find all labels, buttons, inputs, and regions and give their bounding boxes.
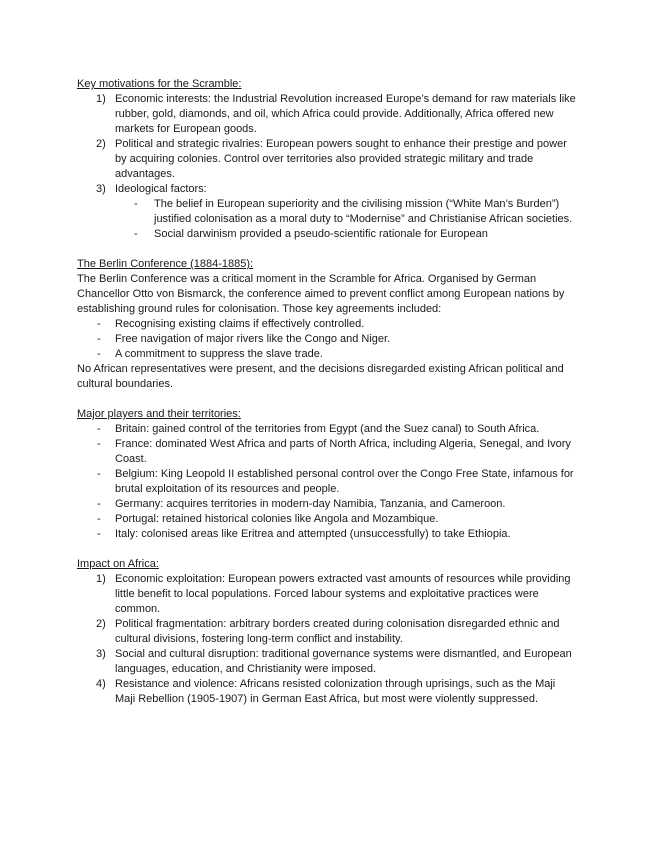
- list-number: 3): [96, 183, 106, 195]
- section-gap: [77, 242, 577, 257]
- berlin-outro: No African representatives were present, and the decisions disregarded existing African political and cultural boundaries.: [77, 363, 564, 390]
- list-item-text: Portugal: retained historical colonies like Angola and Mozambique.: [115, 513, 439, 525]
- document-page: [77, 77, 577, 707]
- dash-bullet: -: [97, 498, 101, 510]
- list-item: [77, 527, 577, 542]
- list-item-text: Free navigation of major rivers like the Congo and Niger.: [115, 333, 391, 345]
- list-item-text: Resistance and violence: Africans resisted colonization through uprisings, such as the Maji Maji Rebellion (1905-1907) in German East Africa, but most were violently suppressed.: [115, 678, 556, 705]
- list-item-text: France: dominated West Africa and parts of North Africa, including Algeria, Senegal, and Ivory Coast.: [115, 438, 571, 465]
- list-item-text: Ideological factors:: [115, 183, 207, 195]
- dash-bullet: -: [134, 228, 138, 240]
- dash-bullet: -: [97, 513, 101, 525]
- motivations-heading: Key motivations for the Scramble:: [77, 78, 242, 90]
- sub-list-item-text: The belief in European superiority and the civilising mission (“White Man’s Burden”) justified colonisation as a moral duty to “Modernise” and Christianise African societies.: [154, 198, 573, 225]
- list-item: [77, 422, 577, 437]
- players-heading: Major players and their territories:: [77, 408, 241, 420]
- list-number: 1): [96, 93, 106, 105]
- players-section: [77, 407, 577, 542]
- sub-list-item-text: Social darwinism provided a pseudo-scientific rationale for European: [154, 228, 488, 240]
- list-number: 2): [96, 618, 106, 630]
- list-item-text: Belgium: King Leopold II established personal control over the Congo Free State, infamous for brutal exploitation of its resources and people.: [115, 468, 574, 495]
- list-item: [77, 467, 577, 497]
- list-item: [77, 497, 577, 512]
- list-item: [77, 647, 577, 677]
- list-item: [77, 512, 577, 527]
- section-gap: [77, 392, 577, 407]
- list-item: [77, 332, 577, 347]
- motivations-section: [77, 77, 577, 242]
- dash-bullet: -: [134, 198, 138, 210]
- impact-section: [77, 557, 577, 707]
- list-number: 2): [96, 138, 106, 150]
- dash-bullet: -: [97, 438, 101, 450]
- dash-bullet: -: [97, 468, 101, 480]
- list-item-text: Economic interests: the Industrial Revolution increased Europe’s demand for raw materials like rubber, gold, diamonds, and oil, which Africa could provide. Additionally, Africa offered new markets for European goods.: [115, 93, 576, 135]
- list-item: [77, 182, 577, 197]
- list-item-text: Social and cultural disruption: traditional governance systems were dismantled, and European languages, education, and Christianity were imposed.: [115, 648, 572, 675]
- list-number: 1): [96, 573, 106, 585]
- list-item: [77, 617, 577, 647]
- list-item-text: Political fragmentation: arbitrary borders created during colonisation disregarded ethnic and cultural divisions, fostering long-term conflict and instability.: [115, 618, 560, 645]
- sub-list-item: [77, 227, 577, 242]
- list-item: [77, 92, 577, 137]
- sub-list-item: [77, 197, 577, 227]
- list-item: [77, 137, 577, 182]
- berlin-section: [77, 257, 577, 392]
- dash-bullet: -: [97, 528, 101, 540]
- list-number: 4): [96, 678, 106, 690]
- dash-bullet: -: [97, 348, 101, 360]
- list-item-text: Political and strategic rivalries: European powers sought to enhance their prestige and power by acquiring colonies. Control over territories also provided strategic military and trade advantages.: [115, 138, 567, 180]
- list-item-text: Italy: colonised areas like Eritrea and attempted (unsuccessfully) to take Ethiopia.: [115, 528, 511, 540]
- berlin-intro: The Berlin Conference was a critical moment in the Scramble for Africa. Organised by German Chancellor Otto von Bismarck, the conference aimed to prevent conflict among European nations by establishing ground rules for colonisation. Those key agreements included:: [77, 273, 565, 315]
- dash-bullet: -: [97, 423, 101, 435]
- section-gap: [77, 542, 577, 557]
- list-item: [77, 437, 577, 467]
- list-item-text: Economic exploitation: European powers extracted vast amounts of resources while providing little benefit to local populations. Forced labour systems and exploitative practices were common.: [115, 573, 571, 615]
- list-number: 3): [96, 648, 106, 660]
- list-item: [77, 677, 577, 707]
- berlin-heading: The Berlin Conference (1884-1885):: [77, 258, 254, 270]
- list-item: [77, 347, 577, 362]
- dash-bullet: -: [97, 333, 101, 345]
- list-item: [77, 317, 577, 332]
- list-item-text: A commitment to suppress the slave trade.: [115, 348, 323, 360]
- impact-heading: Impact on Africa:: [77, 558, 159, 570]
- list-item-text: Britain: gained control of the territories from Egypt (and the Suez canal) to South Africa.: [115, 423, 540, 435]
- dash-bullet: -: [97, 318, 101, 330]
- list-item-text: Germany: acquires territories in modern-day Namibia, Tanzania, and Cameroon.: [115, 498, 506, 510]
- list-item-text: Recognising existing claims if effectively controlled.: [115, 318, 365, 330]
- list-item: [77, 572, 577, 617]
